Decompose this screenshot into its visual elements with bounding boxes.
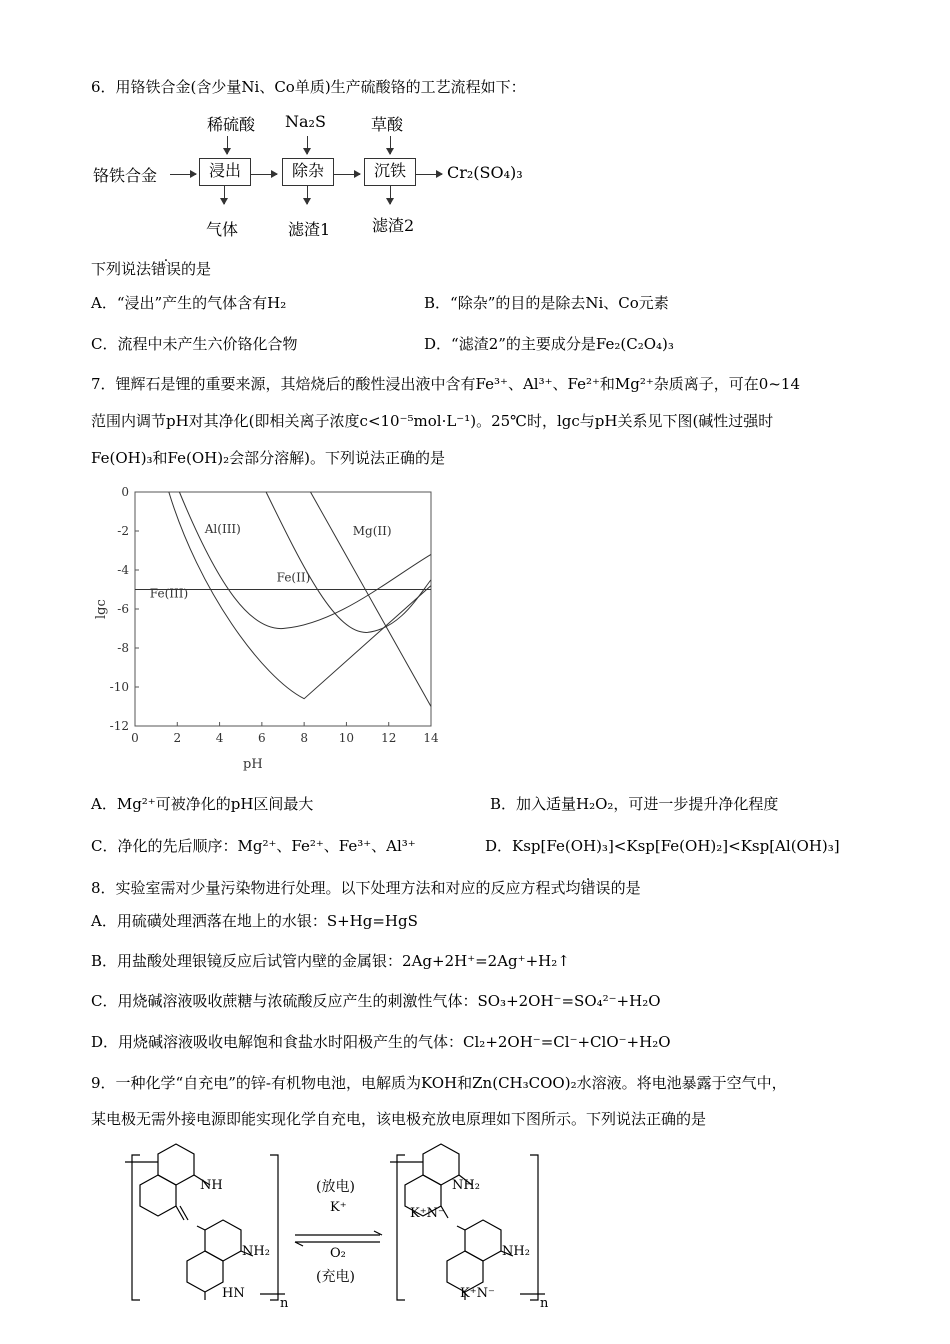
label-amine2: NH₂: [502, 1244, 530, 1259]
q7-option-b[interactable]: B．加入适量H₂O₂，可进一步提升净化程度: [490, 795, 779, 813]
q8-option-d[interactable]: D．用烧碱溶液吸收电解饱和食盐水时阳极产生的气体：Cl₂+2OH⁻=Cl⁻+ClO⁻+H₂O: [91, 1033, 671, 1051]
label-imine: NH: [200, 1178, 223, 1193]
flow-step1: 浸出: [199, 158, 251, 186]
label-amine1: NH₂: [452, 1178, 480, 1193]
flow-reagent3: 草酸: [371, 115, 404, 134]
y-tick-label: -2: [117, 524, 129, 538]
q7-line3: Fe(OH)₃和Fe(OH)₂会部分溶解)。下列说法正确的是: [91, 449, 445, 467]
x-tick-label: 4: [215, 731, 224, 745]
y-tick-label: -4: [117, 563, 129, 577]
electrode-diagram-labels: [120, 1140, 560, 1340]
q7-line2: 范围内调节pH对其净化(即相关离子浓度c<10⁻⁵mol·L⁻¹)。25℃时，lgc与pH关系见下图(碱性过强时: [91, 412, 774, 430]
q6-option-a[interactable]: A．“浸出”产生的气体含有H₂: [91, 294, 287, 312]
label-n: n: [540, 1296, 549, 1311]
flow-arrow: [334, 174, 360, 175]
label-kn1: K⁺N⁻: [410, 1206, 445, 1221]
flow-arrow: [307, 186, 308, 204]
label-discharge: (放电): [316, 1179, 355, 1195]
flow-arrow: [390, 186, 391, 204]
q8-option-c[interactable]: C．用烧碱溶液吸收蔗糖与浓硫酸反应产生的刺激性气体：SO₃+2OH⁻=SO₄²⁻+H₂O: [91, 992, 661, 1010]
x-tick-label: 12: [381, 731, 397, 745]
q6-option-d[interactable]: D．“滤渣2”的主要成分是Fe₂(C₂O₄)₃: [424, 335, 674, 353]
y-tick-label: -10: [109, 680, 129, 694]
y-tick-label: -6: [117, 602, 129, 616]
x-tick-label: 0: [131, 731, 139, 745]
x-tick-label: 8: [300, 731, 308, 745]
series-label: Fe(II): [276, 570, 311, 585]
q6-stem: 6．用铬铁合金(含少量Ni、Co单质)生产硫酸铬的工艺流程如下：: [91, 78, 526, 96]
q6-prompt-text: 下列说法: [91, 260, 152, 278]
q8-option-b[interactable]: B．用盐酸处理银镜反应后试管内壁的金属银：2Ag+2H⁺=2Ag⁺+H₂↑: [91, 952, 570, 970]
label-hn: HN: [222, 1286, 245, 1301]
q7-option-c[interactable]: C．净化的先后顺序：Mg²⁺、Fe²⁺、Fe³⁺、Al³⁺: [91, 837, 416, 855]
lgc-ph-chart: [85, 480, 455, 780]
series-line: [266, 492, 431, 632]
label-k-ion: K⁺: [330, 1200, 347, 1215]
y-tick-label: -12: [109, 719, 129, 733]
flow-input: 铬铁合金: [93, 166, 158, 185]
flow-waste2: 滤渣1: [288, 220, 331, 239]
flow-step2: 除杂: [282, 158, 334, 186]
flow-arrow: [416, 174, 442, 175]
q7-option-a[interactable]: A．Mg²⁺可被净化的pH区间最大: [91, 795, 314, 813]
label-n: n: [280, 1296, 289, 1311]
q6-option-c[interactable]: C．流程中未产生六价铬化合物: [91, 335, 298, 353]
q8-stem-emphasis: 均错误: [565, 879, 611, 897]
flow-output: Cr₂(SO₄)₃: [447, 163, 523, 182]
flow-arrow: [227, 136, 228, 154]
y-axis-label: lgc: [94, 599, 109, 619]
x-tick-label: 2: [173, 731, 182, 745]
label-amine: NH₂: [242, 1244, 270, 1259]
y-tick-label: 0: [121, 485, 129, 499]
q7-line1: 7．锂辉石是锂的重要来源，其焙烧后的酸性浸出液中含有Fe³⁺、Al³⁺、Fe²⁺和Mg²⁺杂质离子，可在0~14: [91, 375, 800, 393]
x-axis-label: pH: [243, 757, 263, 772]
q6-prompt-text: 的是: [181, 260, 212, 278]
flow-reagent1: 稀硫酸: [207, 115, 256, 134]
q8-option-a[interactable]: A．用硫磺处理洒落在地上的水银：S+Hg=HgS: [91, 912, 418, 930]
q6-prompt-emphasis: 错误: [151, 260, 182, 278]
x-tick-label: 14: [423, 731, 439, 745]
flow-arrow: [307, 136, 308, 154]
q8-stem-text: 8．实验室需对少量污染物进行处理。以下处理方法和对应的反应方程式: [91, 879, 566, 897]
series-line: [179, 492, 431, 629]
q9-line1: 9．一种化学“自充电”的锌-有机物电池，电解质为KOH和Zn(CH₃COO)₂水溶液。将电池暴露于空气中，: [91, 1074, 787, 1092]
label-kn2: K⁺N⁻: [460, 1286, 495, 1301]
flow-arrow: [390, 136, 391, 154]
q8-stem: [91, 877, 641, 899]
y-tick-label: -8: [117, 641, 129, 655]
label-charge: (充电): [316, 1269, 355, 1285]
flow-reagent2: Na₂S: [285, 112, 326, 131]
series-label: Fe(III): [149, 586, 189, 601]
series-label: Mg(II): [352, 523, 392, 538]
series-label: Al(III): [204, 521, 241, 536]
x-tick-label: 10: [338, 731, 355, 745]
flow-arrow: [170, 174, 196, 175]
q7-option-d[interactable]: D．Ksp[Fe(OH)₃]<Ksp[Fe(OH)₂]<Ksp[Al(OH)₃]: [485, 837, 840, 855]
flow-arrow: [224, 186, 225, 204]
flow-waste1: 气体: [206, 220, 239, 239]
flow-step3: 沉铁: [364, 158, 416, 186]
label-o2: O₂: [330, 1246, 346, 1261]
q8-stem-text: 的是: [610, 879, 641, 897]
q9-line2: 某电极无需外接电源即能实现化学自充电，该电极充放电原理如下图所示。下列说法正确的是: [91, 1110, 707, 1128]
x-tick-label: 6: [258, 731, 266, 745]
q6-option-b[interactable]: B．“除杂”的目的是除去Ni、Co元素: [424, 294, 669, 312]
flow-arrow: [251, 174, 277, 175]
flow-waste3: 滤渣2: [372, 216, 415, 235]
q6-prompt: [91, 258, 211, 280]
